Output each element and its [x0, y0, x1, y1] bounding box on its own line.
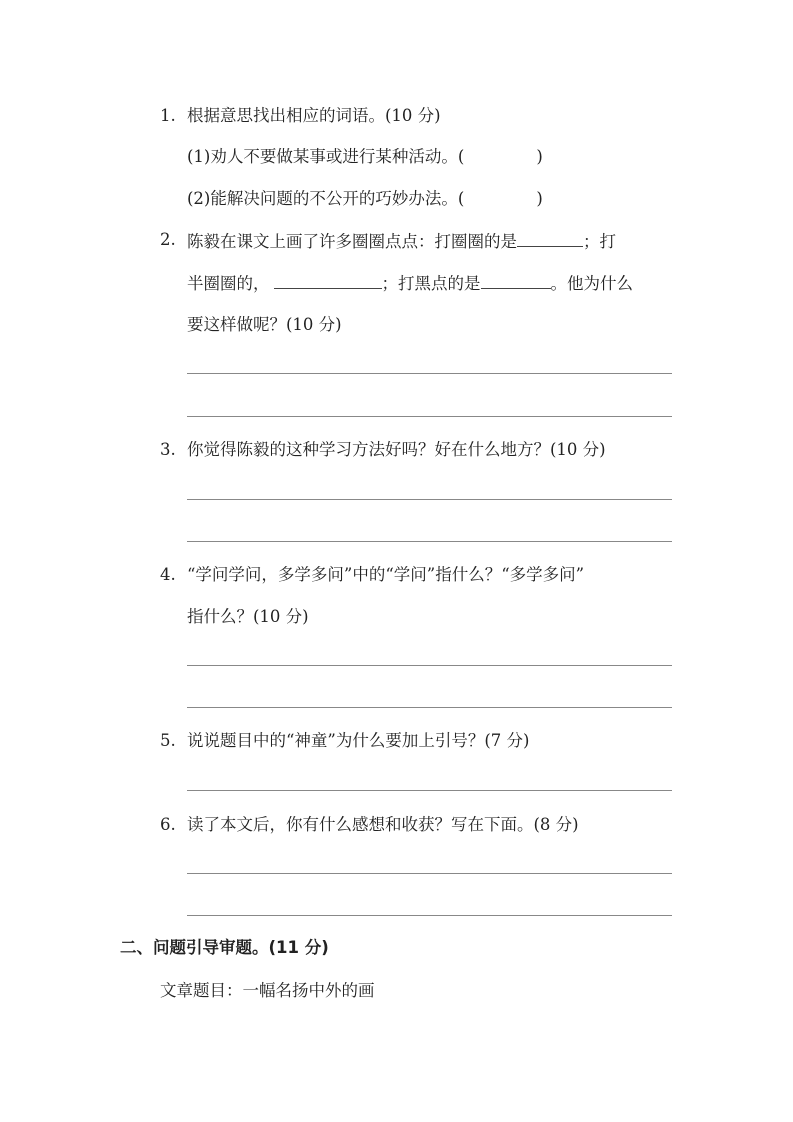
- question-text: 读了本文后，你有什么感想和收获？写在下面。(8 分): [187, 815, 579, 834]
- paren-close: ): [536, 189, 543, 208]
- answer-line[interactable]: [187, 541, 672, 542]
- question-number: 6.: [160, 815, 176, 834]
- question-2-line-3: 要这样做呢？(10 分): [187, 315, 342, 334]
- question-text: “学问学问，多学多问”中的“学问”指什么？“多学多问”: [187, 565, 585, 584]
- answer-line[interactable]: [187, 665, 672, 666]
- text: ；打黑点的是: [381, 274, 481, 293]
- question-1-sub-2: [187, 189, 543, 209]
- text: ；打: [583, 232, 616, 251]
- answer-line[interactable]: [187, 790, 672, 791]
- answer-line[interactable]: [187, 707, 672, 708]
- answer-line[interactable]: [187, 373, 672, 374]
- text: 陈毅在课文上画了许多圈圈点点：打圈圈的是: [187, 232, 517, 251]
- question-number: 2.: [160, 230, 176, 249]
- answer-line[interactable]: [187, 499, 672, 500]
- answer-line[interactable]: [187, 416, 672, 417]
- answer-line[interactable]: [187, 873, 672, 874]
- answer-line[interactable]: [187, 915, 672, 916]
- question-number: 3.: [160, 440, 176, 459]
- fill-blank[interactable]: [274, 272, 382, 289]
- question-number: 1.: [160, 106, 176, 125]
- fill-blank[interactable]: [481, 272, 551, 289]
- sub-question-text: (1)劝人不要做某事或进行某种活动。(: [187, 147, 465, 166]
- question-number: 4.: [160, 565, 176, 584]
- question-number: 5.: [160, 731, 176, 750]
- section-2-heading: 二、问题引导审题。(11 分): [120, 938, 329, 957]
- text: 半圈圈的，: [187, 274, 270, 293]
- text: 。他为什么: [550, 274, 633, 293]
- fill-blank[interactable]: [517, 230, 583, 247]
- sub-question-text: (2)能解决问题的不公开的巧妙办法。(: [187, 189, 465, 208]
- question-4-line-2: 指什么？(10 分): [187, 607, 309, 626]
- question-text: 你觉得陈毅的这种学习方法好吗？好在什么地方？(10 分): [187, 440, 606, 459]
- article-title: 文章题目：一幅名扬中外的画: [160, 981, 375, 1000]
- question-text-line: [187, 230, 616, 252]
- question-text: 说说题目中的“神童”为什么要加上引号？(7 分): [187, 731, 530, 750]
- question-1-sub-1: [187, 147, 543, 167]
- question-2-line-2: [187, 272, 633, 294]
- paren-close: ): [536, 147, 543, 166]
- question-text: 根据意思找出相应的词语。(10 分): [187, 106, 441, 125]
